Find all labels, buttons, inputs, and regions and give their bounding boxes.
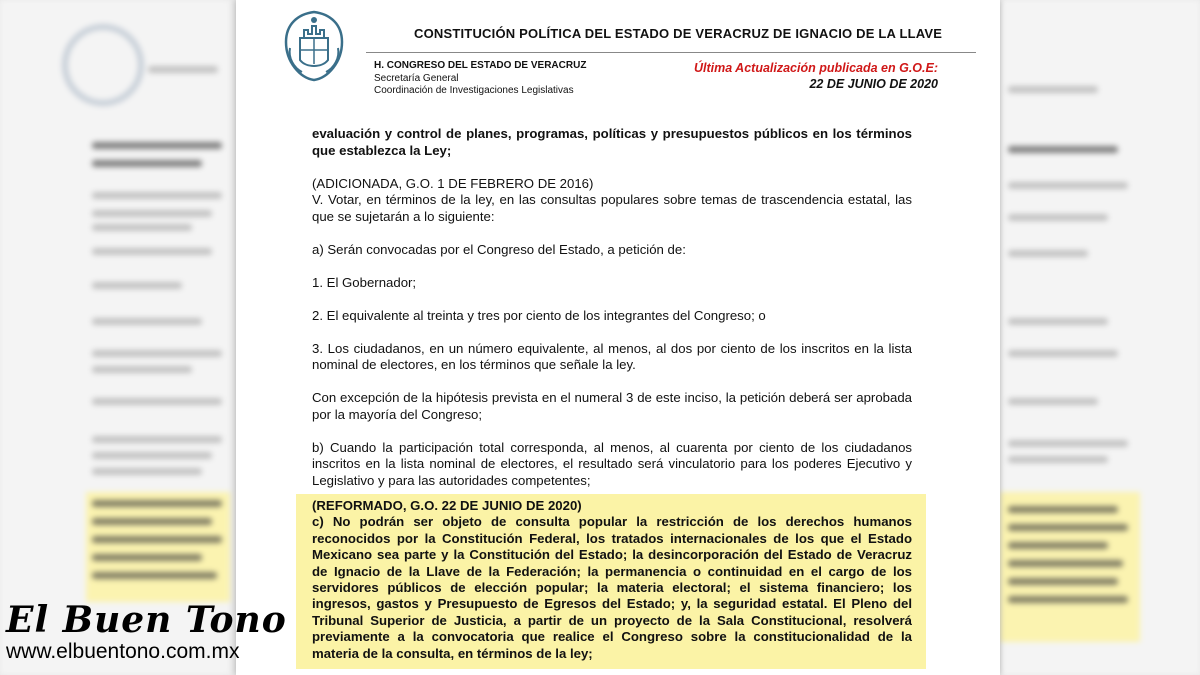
document-page	[236, 0, 1000, 675]
paragraph-a: a) Serán convocadas por el Congreso del Estado, a petición de:	[312, 241, 686, 257]
congress-name: H. CONGRESO DEL ESTADO DE VERACRUZ	[374, 60, 587, 71]
veracruz-seal-icon	[278, 8, 350, 84]
item-3: 3. Los ciudadanos, en un número equivalente, al menos, al dos por ciento de los inscritos en la lista nominal de electores, en los términos que señale la ley.	[312, 340, 912, 372]
last-update-date: 22 DE JUNIO DE 2020	[809, 77, 938, 91]
brand-url: www.elbuentono.com.mx	[6, 640, 240, 663]
paragraph-b: b) Cuando la participación total corresponda, al menos, al cuarenta por ciento de los ciudadanos inscritos en la lista nominal de electores, el resultado será vinculatorio para los poderes Ejecutivo y Legislativo y para las autoridades competentes;	[312, 439, 912, 488]
document-title: CONSTITUCIÓN POLÍTICA DEL ESTADO DE VERACRUZ DE IGNACIO DE LA LLAVE	[414, 26, 943, 41]
paragraph-section-v: V. Votar, en términos de la ley, en las consultas populares sobre temas de trascendencia estatal, las que se sujetarán a lo siguiente:	[312, 192, 912, 224]
document-body	[312, 126, 912, 489]
highlighted-reform-text	[312, 498, 912, 662]
item-2: 2. El equivalente al treinta y tres por ciento de los integrantes del Congreso; o	[312, 307, 766, 323]
blurred-background-right	[1000, 0, 1200, 675]
paragraph-evaluation: evaluación y control de planes, programas, políticas y presupuestos públicos en los términos que establezca la Ley;	[312, 126, 912, 158]
brand-watermark	[6, 600, 287, 664]
reform-note-2020: (REFORMADO, G.O. 22 DE JUNIO DE 2020)	[312, 498, 582, 513]
amendment-note-2016: (ADICIONADA, G.O. 1 DE FEBRERO DE 2016)	[312, 175, 594, 191]
blurred-background-left	[0, 0, 230, 675]
item-1: 1. El Gobernador;	[312, 274, 417, 290]
coordination-line: Coordinación de Investigaciones Legislativas	[374, 85, 574, 96]
last-update-label: Última Actualización publicada en G.O.E:	[693, 61, 938, 75]
paragraph-c: c) No podrán ser objeto de consulta popular la restricción de los derechos humanos reconocidos por la Constitución Federal, los tratados internacionales de los que el Estado Mexicano sea parte y la Constitución del Estado; la desincorporación del Estado de Veracruz de Ignacio de la Llave de la Federación; la permanencia o continuidad en el cargo de los servidores públicos de elección popular; la materia electoral; el sistema financiero; los ingresos, gastos y Presupuesto de Egresos del Estado; y, la seguridad estatal. El Pleno del Tribunal Superior de Justicia, a partir de un proyecto de la Sala Constitucional, resolverá previamente a la convocatoria que realice el Congreso sobre la constitucionalidad de la materia de la consulta, en términos de la ley;	[312, 514, 912, 661]
paragraph-exception: Con excepción de la hipótesis prevista en el numeral 3 de este inciso, la petición deberá ser aprobada por la mayoría del Congreso;	[312, 390, 912, 422]
secretariat-line: Secretaría General	[374, 72, 459, 84]
brand-logo-name: El Buen Tono	[6, 599, 287, 641]
last-update-block	[694, 60, 938, 92]
header-divider	[366, 52, 976, 53]
congress-info	[374, 60, 586, 98]
